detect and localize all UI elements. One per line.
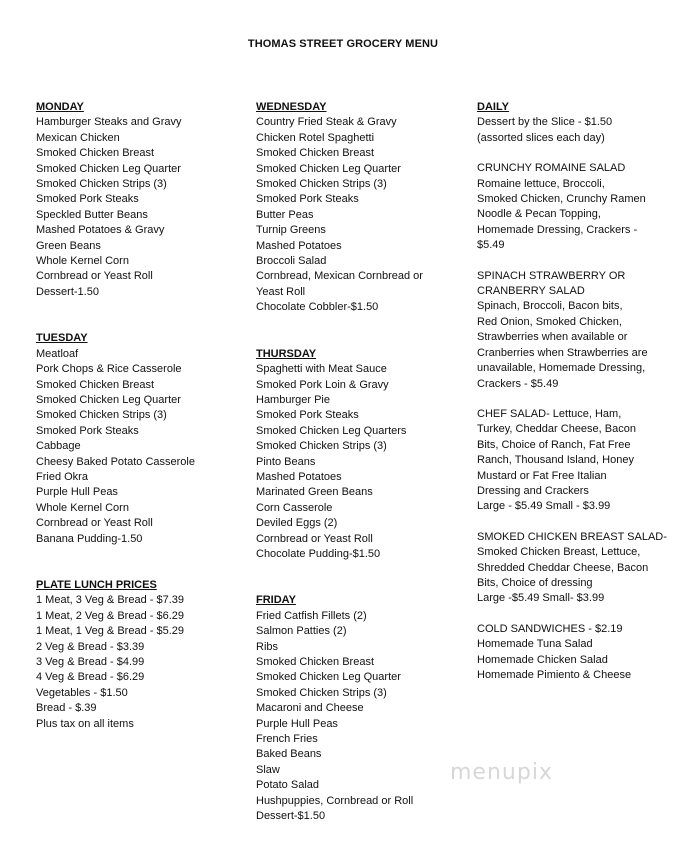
- menu-item: Chocolate Pudding-$1.50: [256, 547, 381, 560]
- menu-title: THOMAS STREET GROCERY MENU: [247, 38, 439, 50]
- menu-item: Hamburger Steaks and Gravy: [36, 116, 182, 129]
- menu-item: Hushpuppies, Cornbread or Roll: [256, 794, 414, 807]
- menu-item: Smoked Chicken Strips (3): [256, 686, 387, 699]
- menu-item: Yeast Roll: [256, 285, 306, 298]
- column-middle: [256, 100, 466, 855]
- menu-item: Whole Kernel Corn: [36, 255, 129, 268]
- daily-line: Cranberries when Strawberries are: [477, 346, 648, 359]
- heading-monday: MONDAY: [36, 101, 84, 113]
- daily-line: Large - $5.49 Small - $3.99: [477, 500, 611, 513]
- daily-blocks: [477, 115, 667, 683]
- section-wednesday: [256, 100, 466, 316]
- menu-item: 1 Meat, 3 Veg & Bread - $7.39: [36, 594, 184, 607]
- heading-tuesday: TUESDAY: [36, 332, 88, 345]
- daily-line: Bits, Choice of Ranch, Fat Free: [477, 438, 631, 451]
- menu-item: Smoked Pork Steaks: [256, 409, 359, 422]
- items-thursday: [256, 362, 466, 562]
- daily-block: [477, 161, 667, 253]
- menu-item: Slaw: [256, 763, 280, 776]
- daily-line: Turkey, Cheddar Cheese, Bacon: [477, 423, 636, 436]
- daily-line: unavailable, Homemade Dressing,: [477, 362, 646, 375]
- menu-item: Plus tax on all items: [36, 717, 134, 730]
- menu-item: Vegetables - $1.50: [36, 686, 128, 699]
- menu-item: Smoked Chicken Strips (3): [36, 409, 167, 422]
- daily-line: (assorted slices each day): [477, 131, 605, 144]
- daily-block: [477, 269, 667, 392]
- menu-item: Marinated Green Beans: [256, 486, 373, 499]
- menu-item: Hamburger Pie: [256, 393, 330, 406]
- menu-item: Green Beans: [36, 239, 101, 252]
- menu-item: Smoked Chicken Breast: [36, 147, 154, 160]
- items-monday: [36, 115, 246, 300]
- menu-item: Mashed Potatoes & Gravy: [36, 224, 165, 237]
- section-friday: [256, 593, 466, 824]
- daily-block: [477, 622, 667, 684]
- daily-line: Shredded Cheddar Cheese, Bacon: [477, 561, 649, 574]
- menu-item: Smoked Chicken Leg Quarters: [256, 424, 407, 437]
- daily-line: Noodle & Pecan Topping,: [477, 208, 601, 221]
- menu-item: Butter Peas: [256, 208, 314, 221]
- daily-line: Bits, Choice of dressing: [477, 576, 593, 589]
- daily-line: Romaine lettuce, Broccoli,: [477, 177, 605, 190]
- menu-item: Salmon Patties (2): [256, 625, 347, 638]
- daily-line: $5.49: [477, 239, 505, 252]
- menu-item: Smoked Chicken Strips (3): [256, 178, 387, 191]
- column-right: [477, 100, 667, 698]
- daily-line: Large -$5.49 Small- $3.99: [477, 592, 605, 605]
- daily-line: Mustard or Fat Free Italian: [477, 469, 607, 482]
- daily-line: Homemade Dressing, Crackers -: [477, 223, 638, 236]
- menu-item: Smoked Chicken Breast: [256, 147, 374, 160]
- menu-item: Smoked Chicken Breast: [36, 378, 154, 391]
- menu-item: Chicken Rotel Spaghetti: [256, 131, 375, 144]
- menu-item: Potato Salad: [256, 779, 319, 792]
- heading-daily: DAILY: [477, 101, 509, 113]
- menu-item: Mashed Potatoes: [256, 470, 342, 483]
- daily-line: Homemade Chicken Salad: [477, 653, 608, 666]
- menu-item: Cheesy Baked Potato Casserole: [36, 455, 195, 468]
- menu-item: Banana Pudding-1.50: [36, 532, 143, 545]
- section-thursday: [256, 347, 466, 563]
- menu-item: 2 Veg & Bread - $3.39: [36, 640, 145, 653]
- menu-item: Pork Chops & Rice Casserole: [36, 363, 182, 376]
- menu-item: Fried Catfish Fillets (2): [256, 609, 367, 622]
- menu-item: Smoked Pork Loin & Gravy: [256, 378, 389, 391]
- heading-friday: FRIDAY: [256, 594, 296, 607]
- section-plate-lunch: [36, 578, 246, 732]
- menu-item: Purple Hull Peas: [36, 486, 118, 499]
- menu-item: Smoked Chicken Strips (3): [36, 178, 167, 191]
- menu-item: Dessert-$1.50: [256, 810, 326, 823]
- menu-item: Smoked Pork Steaks: [36, 193, 139, 206]
- menu-item: Cornbread or Yeast Roll: [36, 270, 153, 283]
- daily-line: CRANBERRY SALAD: [477, 285, 585, 298]
- items-tuesday: [36, 347, 246, 547]
- daily-line: CRUNCHY ROMAINE SALAD: [477, 162, 626, 175]
- daily-line: Smoked Chicken Breast, Lettuce,: [477, 546, 641, 559]
- menu-item: Chocolate Cobbler-$1.50: [256, 301, 379, 314]
- menu-item: Ribs: [256, 640, 279, 653]
- menu-item: 4 Veg & Bread - $6.29: [36, 671, 145, 684]
- daily-line: Strawberries when available or: [477, 331, 628, 344]
- heading-plate-lunch: PLATE LUNCH PRICES: [36, 578, 157, 591]
- menu-item: Smoked Chicken Leg Quarter: [256, 162, 401, 175]
- daily-line: Homemade Tuna Salad: [477, 638, 593, 651]
- menu-item: Cornbread or Yeast Roll: [36, 517, 153, 530]
- daily-line: SPINACH STRAWBERRY OR: [477, 269, 626, 282]
- menu-item: Smoked Chicken Leg Quarter: [36, 162, 181, 175]
- column-left: [36, 100, 246, 763]
- menu-item: Mashed Potatoes: [256, 239, 342, 252]
- daily-block: [477, 407, 667, 515]
- daily-line: Smoked Chicken, Crunchy Ramen: [477, 193, 646, 206]
- daily-line: Ranch, Thousand Island, Honey: [477, 454, 634, 467]
- menu-item: French Fries: [256, 733, 318, 746]
- daily-line: CHEF SALAD- Lettuce, Ham,: [477, 407, 622, 420]
- menu-item: Purple Hull Peas: [256, 717, 338, 730]
- menu-item: Meatloaf: [36, 347, 79, 360]
- daily-line: Homemade Pimiento & Cheese: [477, 669, 632, 681]
- menu-item: Dessert-1.50: [36, 285, 99, 298]
- daily-block: [477, 115, 667, 146]
- menu-item: Speckled Butter Beans: [36, 208, 148, 221]
- menu-item: Cornbread or Yeast Roll: [256, 532, 373, 545]
- watermark-logo: menupix: [450, 760, 553, 785]
- daily-block: [477, 530, 667, 607]
- daily-line: Red Onion, Smoked Chicken,: [477, 315, 622, 328]
- menu-item: Cabbage: [36, 440, 81, 453]
- daily-line: Dessert by the Slice - $1.50: [477, 116, 613, 129]
- items-friday: [256, 609, 466, 825]
- menu-item: 3 Veg & Bread - $4.99: [36, 656, 145, 668]
- menu-item: Smoked Chicken Leg Quarter: [36, 393, 181, 406]
- menu-item: Macaroni and Cheese: [256, 702, 364, 715]
- menu-item: Mexican Chicken: [36, 131, 120, 144]
- menu-item: Cornbread, Mexican Cornbread or: [256, 270, 423, 283]
- menu-item: Smoked Pork Steaks: [36, 424, 139, 437]
- menu-item: Country Fried Steak & Gravy: [256, 116, 397, 129]
- heading-wednesday: WEDNESDAY: [256, 101, 327, 113]
- section-monday: [36, 100, 246, 300]
- menu-item: Broccoli Salad: [256, 255, 327, 268]
- daily-line: Crackers - $5.49: [477, 377, 559, 390]
- daily-line: Dressing and Crackers: [477, 484, 589, 497]
- menu-item: Deviled Eggs (2): [256, 517, 338, 530]
- menu-item: Fried Okra: [36, 470, 88, 483]
- menu-item: Smoked Chicken Breast: [256, 656, 374, 668]
- menu-item: 1 Meat, 1 Veg & Bread - $5.29: [36, 625, 184, 638]
- menu-item: Smoked Chicken Strips (3): [256, 440, 387, 453]
- menu-item: Baked Beans: [256, 748, 322, 761]
- items-wednesday: [256, 115, 466, 315]
- daily-line: COLD SANDWICHES - $2.19: [477, 622, 623, 635]
- menu-item: Whole Kernel Corn: [36, 501, 129, 514]
- menu-item: Corn Casserole: [256, 501, 333, 514]
- menu-item: Spaghetti with Meat Sauce: [256, 363, 387, 376]
- menu-item: Smoked Chicken Leg Quarter: [256, 671, 401, 684]
- items-plate-lunch: [36, 593, 246, 732]
- daily-line: SMOKED CHICKEN BREAST SALAD-: [477, 530, 667, 543]
- menu-item: Bread - $.39: [36, 702, 97, 715]
- menu-item: Smoked Pork Steaks: [256, 193, 359, 206]
- heading-thursday: THURSDAY: [256, 347, 317, 360]
- menu-item: Pinto Beans: [256, 455, 316, 468]
- daily-line: Spinach, Broccoli, Bacon bits,: [477, 300, 623, 313]
- section-tuesday: [36, 331, 246, 547]
- menu-item: 1 Meat, 2 Veg & Bread - $6.29: [36, 609, 184, 622]
- menu-item: Turnip Greens: [256, 224, 326, 237]
